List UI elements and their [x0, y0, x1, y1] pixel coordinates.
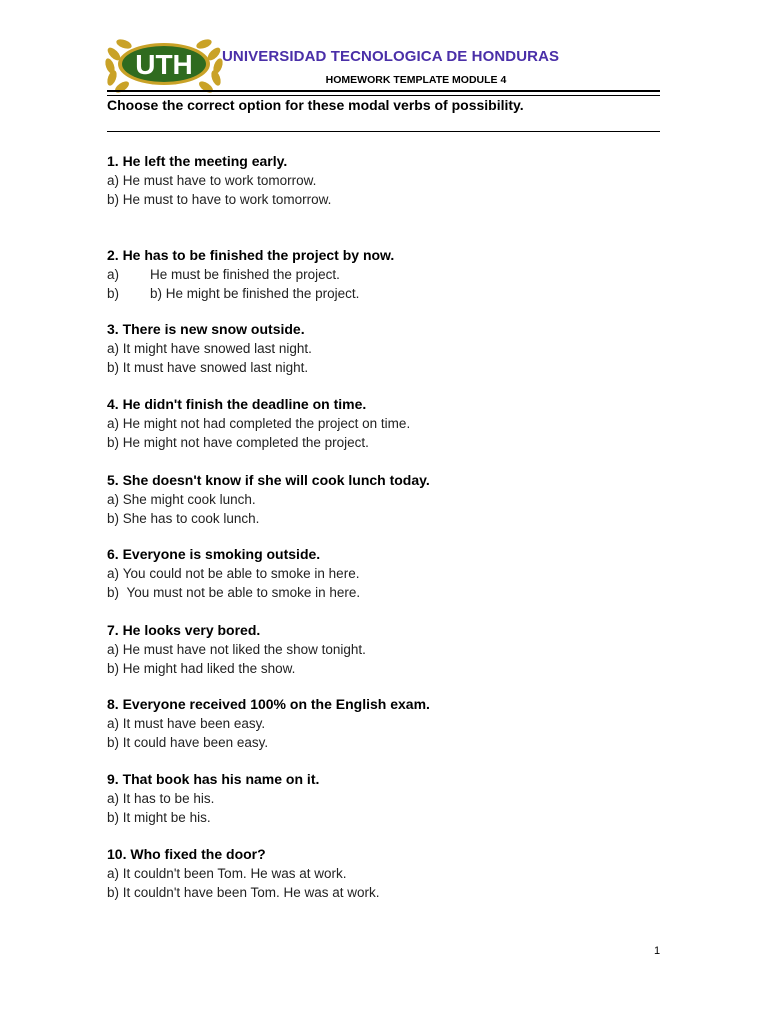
option-b [107, 358, 667, 377]
question-title: 6. Everyone is smoking outside. [107, 546, 321, 562]
option-a [107, 171, 667, 190]
option-text: It couldn't been Tom. He was at work. [122, 866, 347, 881]
question-3 [107, 320, 667, 377]
option-a [107, 564, 667, 583]
option-b [107, 583, 667, 602]
option-text: He must have not liked the show tonight. [122, 642, 366, 657]
option-b [107, 659, 667, 678]
question-title: 2. He has to be finished the project by now. [107, 247, 395, 263]
option-text: He might not have completed the project. [122, 435, 369, 450]
logo-lettering: UTH [135, 49, 193, 80]
option-a [107, 864, 667, 883]
option-b [107, 190, 667, 209]
option-a [107, 265, 667, 284]
module-title: HOMEWORK TEMPLATE MODULE 4 [325, 74, 507, 86]
option-text: It could have been easy. [122, 735, 269, 750]
question-6 [107, 545, 667, 602]
option-b [107, 733, 667, 752]
option-label: b) [107, 192, 120, 207]
question-10 [107, 845, 667, 902]
question-title: 3. There is new snow outside. [107, 321, 305, 337]
option-text: He might not had completed the project on time. [122, 416, 411, 431]
question-title: 8. Everyone received 100% on the English exam. [107, 696, 430, 712]
option-a [107, 339, 667, 358]
question-9 [107, 770, 667, 827]
option-label: a) [107, 416, 120, 431]
option-label: a) [107, 267, 120, 282]
question-8 [107, 695, 667, 752]
university-name: UNIVERSIDAD TECNOLOGICA DE HONDURAS [222, 48, 560, 65]
question-title: 7. He looks very bored. [107, 622, 261, 638]
option-label: b) [107, 885, 120, 900]
option-b [107, 509, 667, 528]
question-2 [107, 246, 667, 303]
header-rule-thin [107, 95, 660, 96]
option-a [107, 714, 667, 733]
option-text: It has to be his. [122, 791, 215, 806]
option-text: You could not be able to smoke in here. [122, 566, 360, 581]
option-text: You must not be able to smoke in here. [126, 585, 361, 600]
option-label: a) [107, 341, 120, 356]
instruction: Choose the correct option for these modal verbs of possibility. [107, 97, 524, 113]
option-a [107, 490, 667, 509]
option-text: He might had liked the show. [122, 661, 296, 676]
option-text: She might cook lunch. [122, 492, 256, 507]
question-4 [107, 395, 667, 452]
question-5 [107, 471, 667, 528]
question-title: 4. He didn't finish the deadline on time. [107, 396, 367, 412]
option-text: She has to cook lunch. [122, 511, 260, 526]
option-label: a) [107, 566, 120, 581]
option-label: a) [107, 492, 120, 507]
question-title: 10. Who fixed the door? [107, 846, 266, 862]
option-label: b) [107, 585, 120, 600]
option-text: He must have to work tomorrow. [122, 173, 317, 188]
option-label: a) [107, 642, 120, 657]
option-label: b) [107, 661, 120, 676]
option-label: b) [107, 435, 120, 450]
option-text: It must have been easy. [122, 716, 266, 731]
option-b [107, 883, 667, 902]
option-label: b) [107, 360, 120, 375]
option-label: b) [107, 286, 120, 301]
option-text: b) He might be finished the project. [150, 286, 360, 301]
option-text: It might be his. [122, 810, 211, 825]
option-b [107, 284, 667, 303]
question-title: 9. That book has his name on it. [107, 771, 320, 787]
instruction-rule [107, 131, 660, 132]
option-text: It might have snowed last night. [122, 341, 312, 356]
question-1 [107, 152, 667, 209]
option-label: b) [107, 511, 120, 526]
option-label: a) [107, 173, 120, 188]
option-text: He must be finished the project. [150, 267, 340, 282]
question-title: 5. She doesn't know if she will cook lunch today. [107, 472, 430, 488]
option-text: It couldn't have been Tom. He was at work. [122, 885, 380, 900]
option-label: a) [107, 716, 120, 731]
option-b [107, 808, 667, 827]
option-a [107, 414, 667, 433]
option-a [107, 789, 667, 808]
option-label: a) [107, 791, 120, 806]
header-rule-thick [107, 90, 660, 92]
option-label: b) [107, 810, 120, 825]
question-title: 1. He left the meeting early. [107, 153, 288, 169]
option-b [107, 433, 667, 452]
option-text: It must have snowed last night. [122, 360, 309, 375]
option-label: a) [107, 866, 120, 881]
option-label: b) [107, 735, 120, 750]
page-number: 1 [654, 945, 661, 957]
option-a [107, 640, 667, 659]
option-text: He must to have to work tomorrow. [122, 192, 332, 207]
question-7 [107, 621, 667, 678]
